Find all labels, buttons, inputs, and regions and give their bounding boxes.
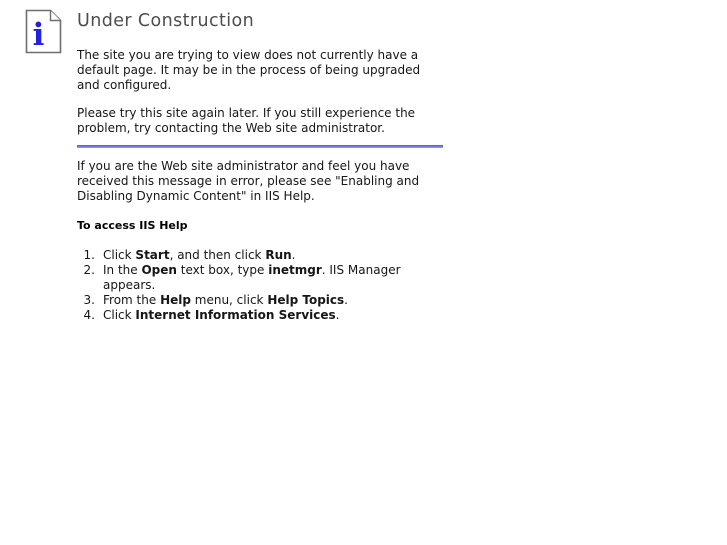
list-item-number: 2. [83,263,95,277]
step-text-segment: From the [103,293,161,307]
list-item-text [103,293,443,308]
list-item [79,248,443,263]
list-item-number: 3. [83,293,95,307]
step-text-segment-bold: inetmgr [268,263,322,277]
step-text-segment-bold: Internet Information Services [135,308,336,322]
step-text-segment: text box, type [176,263,269,277]
list-item-number: 1. [83,248,95,262]
info-document-icon-svg [25,9,62,54]
step-text-segment-bold: Start [135,248,170,262]
list-item [79,293,443,308]
step-text-segment-bold: Run [265,248,292,262]
list-item-text [103,308,443,323]
step-text-segment-bold: Help [160,293,191,307]
step-text-segment: Click [103,308,136,322]
message-paragraph-default-page: The site you are trying to view does not currently have a default page. It may be in the process of being upgraded and configured. [77,48,421,92]
list-item-text [103,263,443,293]
help-section-heading: To access IIS Help [77,219,188,232]
document-folded-corner [51,11,61,21]
list-item [79,308,443,323]
page-title: Under Construction [77,11,255,31]
list-item-text [103,248,443,263]
main-content [77,0,443,323]
step-text-segment-bold: Open [141,263,177,277]
info-glyph: i [32,17,45,53]
list-item [79,263,443,293]
info-document-icon [25,9,62,54]
step-text-segment: . [344,293,348,307]
step-text-segment: In the [103,263,142,277]
step-text-segment: . [335,308,340,322]
help-steps-list [77,248,443,323]
step-text-segment: . IIS Manager appears. [103,263,401,292]
message-paragraph-administrator: If you are the Web site administrator and feel you have received this message in error, please see "Enabling and Disabling Dynamic Content" in IIS Help. [77,159,420,203]
step-text-segment: , and then click [169,248,266,262]
list-item-number: 4. [83,308,95,322]
step-text-segment: . [291,248,296,262]
divider-rule [77,145,443,148]
step-text-segment: Click [103,248,136,262]
step-text-segment: menu, click [190,293,268,307]
message-paragraph-try-later: Please try this site again later. If you still experience the problem, try contacting the Web site administrator. [77,106,416,135]
step-text-segment-bold: Help Topics [267,293,345,307]
